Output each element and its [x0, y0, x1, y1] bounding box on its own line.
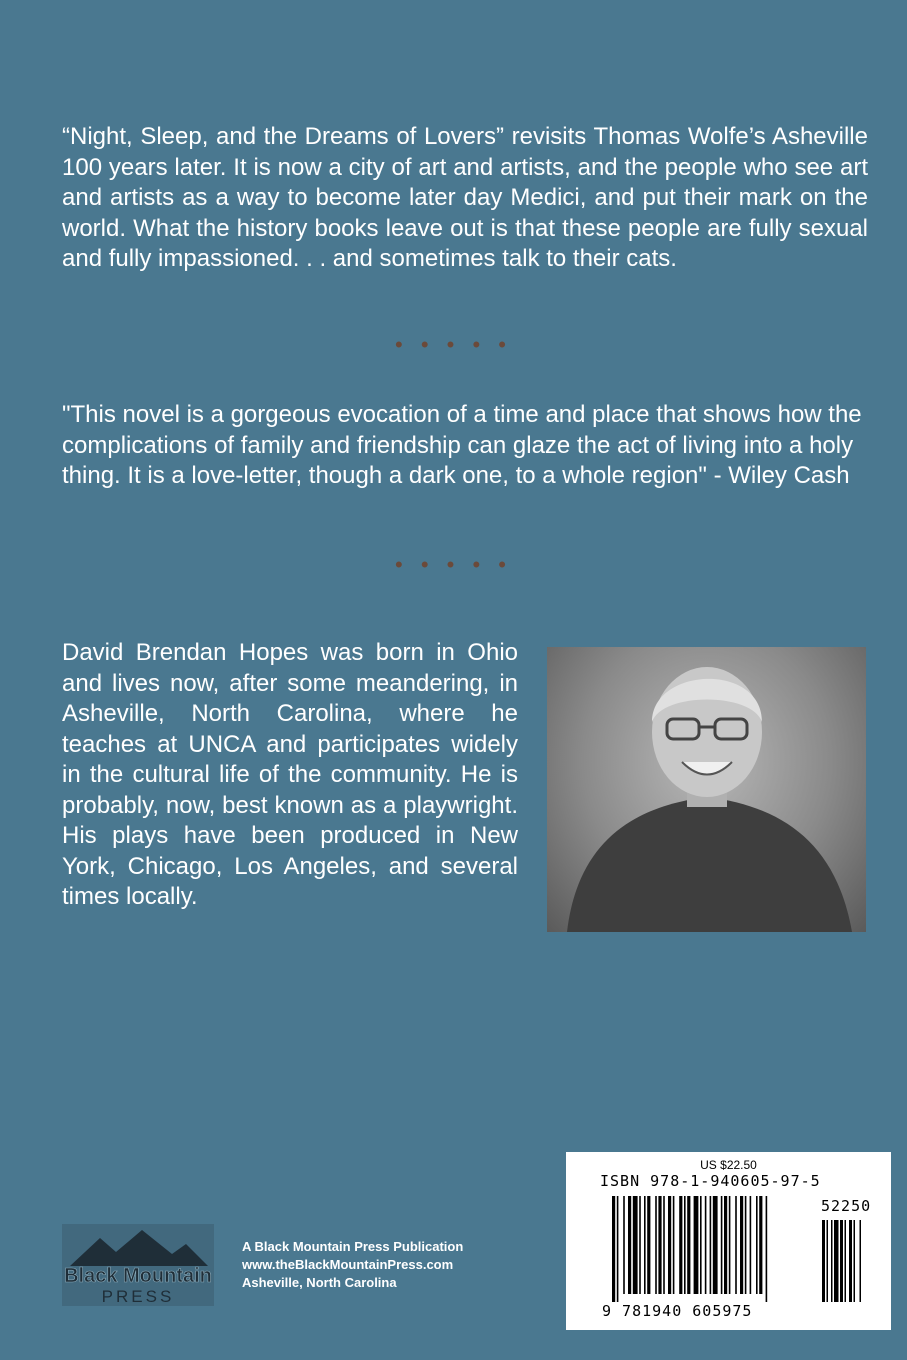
- barcode-bar: [745, 1196, 747, 1294]
- logo-press: PRESS: [101, 1287, 175, 1306]
- barcode-bar: [623, 1196, 625, 1294]
- addon-bar: [822, 1220, 825, 1302]
- review-quote: "This novel is a gorgeous evocation of a time and place that shows how the complications of family and friendship can glaze the act of living into a holy thing. It is a love-letter, though a dark one, to a whole region" - Wiley Cash: [62, 401, 862, 489]
- barcode-bar: [735, 1196, 737, 1294]
- back-cover-blurb: “Night, Sleep, and the Dreams of Lovers” revisits Thomas Wolfe’s Asheville 100 years later. It is now a city of art and artists, and the people who see art and artists as a way to become later day Medici, and put their mark on the world. What the history books leave out is that these people are fully sexual and fully impassioned. . . and sometimes talk to their cats.: [62, 123, 868, 272]
- barcode-bar: [639, 1196, 641, 1294]
- publisher-info: [242, 1238, 463, 1292]
- barcode-bar: [724, 1196, 727, 1294]
- logo-name: Black Mountain: [64, 1265, 212, 1287]
- addon-bar: [845, 1220, 847, 1302]
- barcode-bar: [644, 1196, 646, 1294]
- barcode-bar: [729, 1196, 731, 1294]
- addon-bar: [860, 1220, 862, 1302]
- barcode-bar: [750, 1196, 752, 1294]
- barcode-bar: [679, 1196, 682, 1294]
- barcode-bar: [663, 1196, 665, 1294]
- barcode-bar: [655, 1196, 657, 1294]
- publisher-website: www.theBlackMountainPress.com: [242, 1257, 454, 1272]
- separator-dots: • • • • •: [395, 552, 512, 577]
- barcode-bar: [612, 1196, 615, 1302]
- barcode-bar: [740, 1196, 743, 1294]
- author-bio: David Brendan Hopes was born in Ohio and lives now, after some meandering, in Asheville, North Carolina, where he teaches at UNCA and participates widely in the cultural life of the community. He is probably, now, best known as a playwright. His plays have been produced in New York, Chicago, Los Angeles, and several times locally.: [62, 639, 518, 910]
- barcode-bar: [694, 1196, 699, 1294]
- barcode-number: 9 781940 605975: [602, 1302, 753, 1320]
- black-mountain-press-logo: [62, 1224, 214, 1306]
- isbn-text: ISBN 978-1-940605-97-5: [600, 1172, 821, 1190]
- barcode-bar: [710, 1196, 712, 1294]
- barcode-bar: [700, 1196, 702, 1294]
- publisher-line: A Black Mountain Press Publication: [242, 1239, 464, 1254]
- publisher-location: Asheville, North Carolina: [242, 1275, 397, 1290]
- addon-bar: [834, 1220, 839, 1302]
- barcode-bar: [713, 1196, 718, 1294]
- separator-dots: • • • • •: [395, 332, 512, 357]
- author-photo: [547, 647, 866, 932]
- price-addon-code: 52250: [821, 1197, 872, 1215]
- barcode-bar: [617, 1196, 619, 1302]
- barcode-bar: [721, 1196, 723, 1294]
- barcode-bar: [658, 1196, 661, 1294]
- addon-bar: [827, 1220, 829, 1302]
- barcode-bar: [766, 1196, 768, 1302]
- barcode-bar: [673, 1196, 675, 1294]
- barcode-bar: [756, 1196, 758, 1294]
- barcode-bar: [628, 1196, 631, 1294]
- barcode-bar: [759, 1196, 762, 1294]
- barcode-bar: [705, 1196, 707, 1294]
- price-label: US $22.50: [700, 1158, 757, 1172]
- addon-bar: [854, 1220, 856, 1302]
- barcode-bar: [633, 1196, 638, 1294]
- barcode-bar: [647, 1196, 650, 1294]
- addon-bar: [849, 1220, 852, 1302]
- isbn-barcode: [566, 1152, 891, 1330]
- barcode-bar: [668, 1196, 671, 1294]
- addon-bar: [840, 1220, 843, 1302]
- addon-bar: [831, 1220, 833, 1302]
- barcode-bar: [687, 1196, 690, 1294]
- barcode-bar: [684, 1196, 686, 1294]
